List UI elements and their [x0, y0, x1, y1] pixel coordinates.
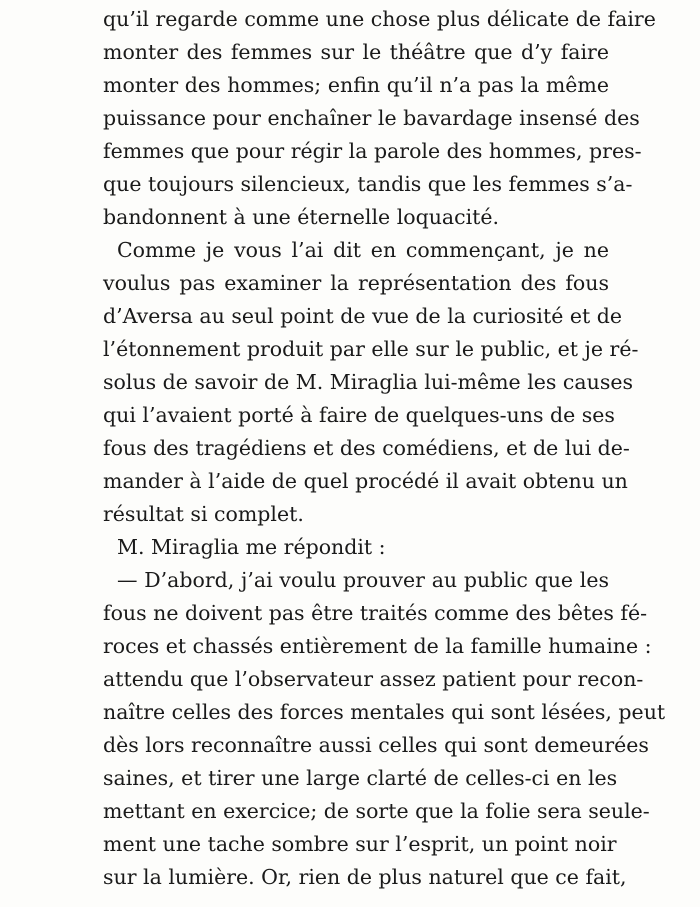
text-line: l’étonnement produit par elle sur le public, et je ré-: [103, 337, 639, 361]
text-line: attendu que l’observateur assez patient pour recon-: [103, 667, 644, 691]
text-line: naître celles des forces mentales qui sont lésées, peut: [103, 700, 666, 724]
text-line: sur la lumière. Or, rien de plus naturel que ce fait,: [103, 865, 627, 889]
text-line: mander à l’aide de quel procédé il avait obtenu un: [103, 469, 628, 493]
text-line: solus de savoir de M. Miraglia lui-même les causes: [103, 370, 634, 394]
text-line: saines, et tirer une large clarté de celles-ci en les: [103, 766, 618, 790]
text-line: monter des femmes sur le théâtre que d’y faire: [103, 40, 609, 64]
text-line: mettant en exercice; de sorte que la folie sera seule-: [103, 799, 650, 823]
text-line: d’Aversa au seul point de vue de la curiosité et de: [103, 304, 622, 328]
paragraph-first-line: M. Miraglia me répondit :: [117, 535, 386, 559]
text-line: voulus pas examiner la représentation des fous: [103, 271, 609, 295]
text-line: fous des tragédiens et des comédiens, et de lui de-: [103, 436, 630, 460]
text-line: fous ne doivent pas être traités comme des bêtes fé-: [103, 601, 648, 625]
text-line: monter des hommes; enfin qu’il n’a pas la même: [103, 73, 609, 97]
body-text: [103, 3, 666, 894]
text-line: femmes que pour régir la parole des hommes, pres-: [103, 139, 642, 163]
paragraph-first-line: Comme je vous l’ai dit en commençant, je ne: [117, 238, 609, 262]
dialogue-first-line: — D’abord, j’ai voulu prouver au public que les: [117, 568, 609, 592]
text-line: bandonnent à une éternelle loquacité.: [103, 205, 500, 229]
text-line: dès lors reconnaître aussi celles qui sont demeurées: [103, 733, 649, 757]
text-line: ment une tache sombre sur l’esprit, un point noir: [103, 832, 617, 856]
text-line: roces et chassés entièrement de la famille humaine :: [103, 634, 652, 658]
text-line: puissance pour enchaîner le bavardage insensé des: [103, 106, 640, 130]
text-line: qu’il regarde comme une chose plus délicate de faire: [103, 7, 656, 31]
text-line: qui l’avaient porté à faire de quelques-uns de ses: [103, 403, 615, 427]
text-line: résultat si complet.: [103, 502, 304, 526]
text-line: que toujours silencieux, tandis que les femmes s’a-: [103, 172, 633, 196]
